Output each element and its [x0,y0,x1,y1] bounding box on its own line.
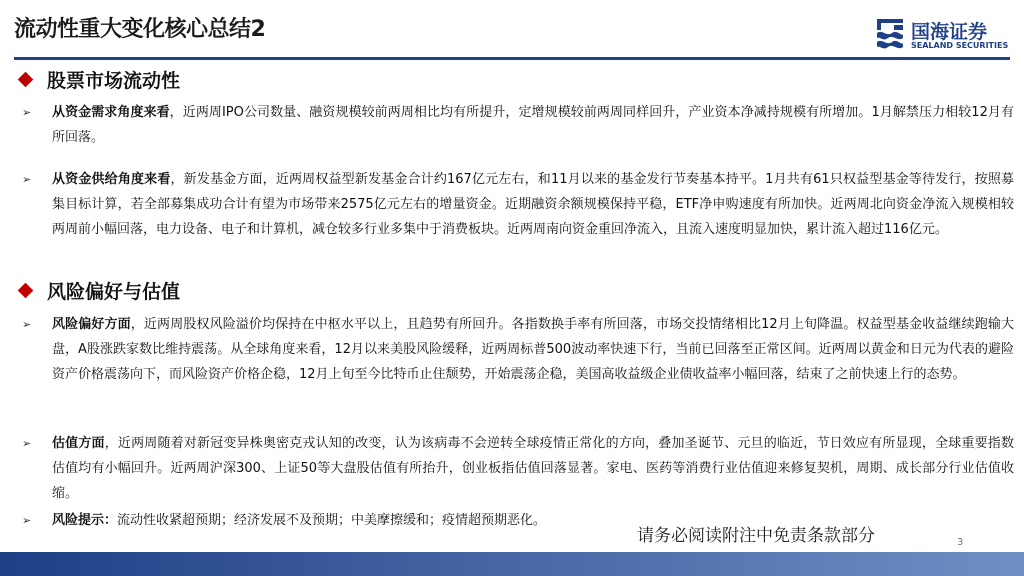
bullet-lead: 风险偏好方面 [52,317,131,332]
arrow-bullet-icon: ➢ [22,437,32,450]
bullet-body: ，近两周股权风险溢价均保持在中枢水平以上，且趋势有所回升。各指数换手率有所回落，市场交投情绪相比12月上旬降温。权益型基金收益继续跑输大盘，A股涨跌家数比维持震荡。从全球角度来看，12月以来美股风险缓释，近两周标普500波动率快速下行，当前已回落至正常区间。近两周以黄金和日元为代表的避险资产价格震荡向下，而风险资产价格企稳，12月上旬至今比特币止住颓势，开始震荡企稳，美国高收益级企业债收益率小幅回落，结束了之前快速上行的态势。 [52,317,1014,382]
bullet-valuation [22,431,1014,506]
section-title: 股票市场流动性 [47,70,181,92]
bullet-lead: 从资金供给角度来看 [52,172,171,187]
bullet-risk-appetite [22,312,1014,412]
bullet-text [52,100,1014,150]
bullet-text [52,508,632,533]
sealand-logo-icon [873,16,907,52]
footer-bar [0,552,1024,576]
bullet-body: ，近两周IPO公司数量、融资规模较前两周相比均有所提升，定增规模较前两周同样回升，产业资本净减持规模有所增加。1月解禁压力相较12月有所回落。 [52,105,1014,145]
bullet-body: ，近两周随着对新冠变异株奥密克戎认知的改变，认为该病毒不会逆转全球疫情正常化的方向，叠加圣诞节、元旦的临近，节日效应有所显现，全球重要指数估值均有小幅回升。近两周沪深300、上证50等大盘股估值有所抬升，创业板指估值回落显著。家电、医药等消费行业估值迎来修复契机，周期、成长部分行业估值收缩。 [52,436,1014,501]
bullet-supply [22,167,1014,267]
logo-english-name: SEALAND SECURITIES [911,41,1009,50]
page-number: 3 [957,537,964,548]
diamond-bullet-icon [18,283,34,299]
disclaimer-text: 请务必阅读附注中免责条款部分 [637,526,875,546]
bullet-demand [22,100,1014,150]
bullet-text [52,167,1014,242]
diamond-bullet-icon [18,72,34,88]
arrow-bullet-icon: ➢ [22,318,32,331]
bullet-lead: 从资金需求角度来看 [52,105,170,120]
section-heading-risk-valuation [20,277,180,304]
bullet-body: ，新发基金方面，近两周权益型新发基金合计约167亿元左右，和11月以来的基金发行节奏基本持平。1月共有61只权益型基金等待发行，按照募集目标计算，若全部募集成功合计有望为市场带来2575亿元左右的增量资金。近期融资余额规模保持平稳，ETF净申购速度有所加快。近两周北向资金净流入规模相较两周前小幅回落，电力设备、电子和计算机，减仓较多行业多集中于消费板块。近两周南向资金重回净流入，且流入速度明显加快，累计流入超过116亿元。 [52,172,1014,237]
header-divider [14,57,1010,60]
arrow-bullet-icon: ➢ [22,514,32,527]
logo-chinese-name: 国海证券 [911,21,988,43]
bullet-body: 流动性收紧超预期；经济发展不及预期；中美摩擦缓和；疫情超预期恶化。 [117,513,547,528]
bullet-text [52,431,1014,506]
bullet-lead: 估值方面 [52,436,105,451]
bullet-lead: 风险提示： [52,513,118,528]
arrow-bullet-icon: ➢ [22,106,32,119]
bullet-text [52,312,1014,387]
company-logo [873,16,1015,54]
section-heading-stock-liquidity [20,66,180,93]
section-title: 风险偏好与估值 [47,281,181,303]
arrow-bullet-icon: ➢ [22,173,32,186]
page-title: 流动性重大变化核心总结2 [14,17,266,42]
